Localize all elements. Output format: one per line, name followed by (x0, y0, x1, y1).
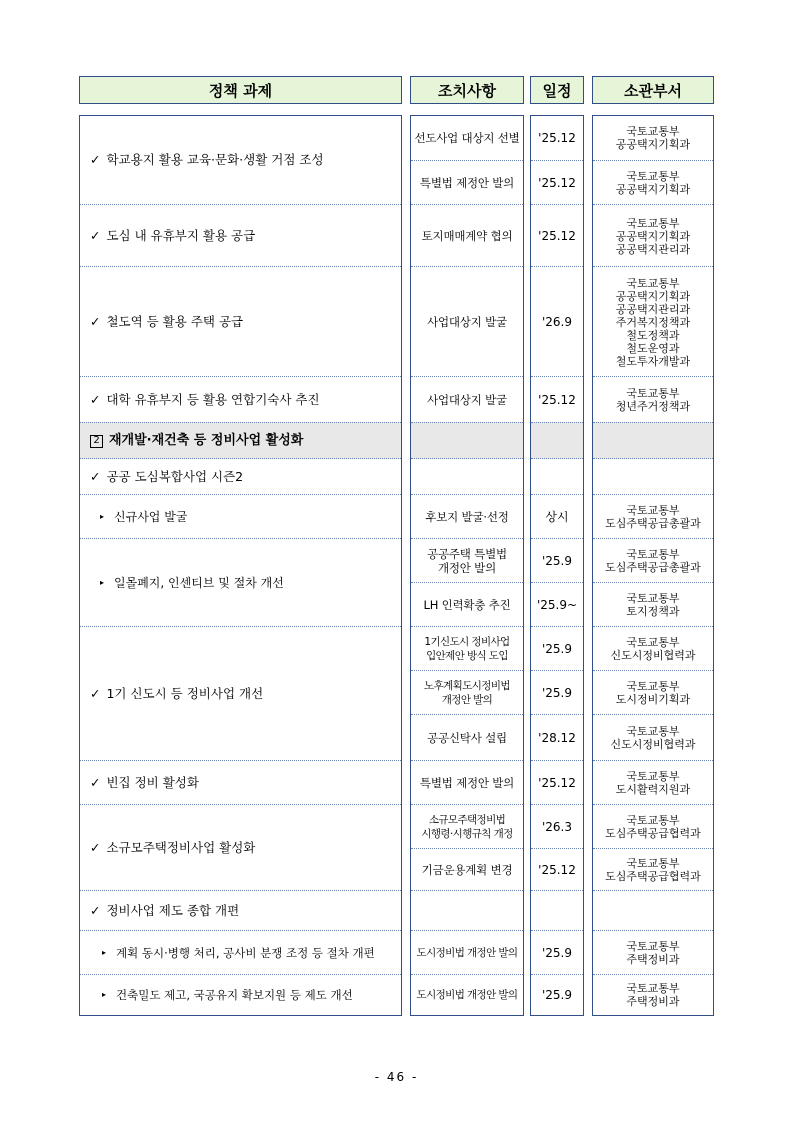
check-icon: ✓ (90, 314, 101, 329)
task-row (80, 458, 401, 495)
schedule-cell: '25.12 (538, 131, 576, 145)
action-row (411, 376, 523, 423)
section-row (411, 422, 523, 459)
action-row (411, 116, 523, 160)
action-row (411, 494, 523, 539)
action-row (411, 974, 523, 1015)
schedule-cell: '25.12 (538, 229, 576, 243)
dept-row (593, 494, 713, 539)
dept-cell: 국토교통부 주택정비과 (626, 940, 680, 966)
schedule-row (531, 116, 583, 160)
task-row (80, 116, 401, 204)
dept-row (593, 160, 713, 205)
action-cell: 1기신도시 정비사업 입안제안 방식 도입 (424, 636, 510, 662)
schedule-row (531, 760, 583, 805)
action-row (411, 670, 523, 715)
header-schedule-label: 일정 (542, 81, 572, 100)
task-row (80, 376, 401, 423)
action-cell: 공공신탁사 설립 (427, 731, 507, 745)
dept-cell: 국토교통부 신도시정비협력과 (610, 636, 696, 662)
task-label: 철도역 등 활용 주택 공급 (106, 314, 244, 329)
schedule-row (531, 494, 583, 539)
schedule-row (531, 376, 583, 423)
action-cell: 공공주택 특별법 개정안 발의 (427, 547, 507, 575)
dept-row (593, 760, 713, 805)
action-row (411, 266, 523, 377)
schedule-cell: '25.12 (538, 776, 576, 790)
check-icon: ✓ (90, 469, 101, 484)
dept-row (593, 582, 713, 627)
triangle-icon: ▸ (100, 578, 105, 587)
dept-row (593, 266, 713, 377)
subtask-cell (80, 539, 401, 627)
schedule-row (531, 974, 583, 1015)
action-cell: 토지매매계약 협의 (421, 229, 513, 243)
schedule-cell: '25.9 (541, 946, 573, 960)
action-cell: 선도사업 대상지 선별 (414, 131, 520, 145)
dept-cell: 국토교통부 공공택지기획과 (615, 125, 691, 151)
task-cell (80, 805, 401, 891)
schedule-row (531, 670, 583, 715)
dept-cell: 국토교통부 청년주거정책과 (615, 387, 691, 413)
schedule-cell: '26.9 (541, 315, 573, 329)
header-task-label: 정책 과제 (208, 81, 273, 100)
subtask-row (80, 494, 401, 539)
dept-row (593, 930, 713, 975)
task-row (80, 804, 401, 891)
task-label: 정비사업 제도 종합 개편 (106, 903, 240, 918)
column-depts (592, 115, 714, 1016)
page-number: - 46 - (374, 1070, 419, 1084)
schedule-row (531, 626, 583, 671)
task-row (80, 760, 401, 805)
action-row (411, 714, 523, 761)
triangle-icon: ▸ (100, 512, 105, 521)
dept-cell: 국토교통부 공공택지기획과 공공택지관리과 주거복지정책과 철도정책과 철도운영과 철도투자개발과 (615, 276, 691, 368)
dept-cell: 국토교통부 도시활력지원과 (615, 770, 691, 796)
action-cell: 소규모주택정비법 시행령·시행규칙 개정 (421, 814, 513, 840)
subtask-row (80, 538, 401, 627)
action-cell: 사업대상지 발굴 (427, 393, 507, 407)
schedule-cell: '25.9~ (536, 598, 578, 612)
dept-row (593, 974, 713, 1015)
section-title: 재개발·재건축 등 정비사업 활성화 (109, 433, 304, 448)
dept-row (593, 804, 713, 849)
column-actions (410, 115, 524, 1016)
dept-cell: 국토교통부 신도시정비협력과 (610, 725, 696, 751)
task-label: 공공 도심복합사업 시즌2 (106, 469, 244, 484)
schedule-row (531, 848, 583, 891)
dept-cell: 국토교통부 도심주택공급협력과 (605, 814, 701, 840)
action-cell: 노후계획도시정비법 개정안 발의 (424, 680, 510, 706)
task-label: 도심 내 유휴부지 활용 공급 (106, 228, 256, 243)
schedule-cell: '25.9 (541, 642, 573, 656)
schedule-row (531, 930, 583, 975)
schedule-row (531, 266, 583, 377)
subtask-cell (80, 931, 401, 975)
action-row (411, 458, 523, 495)
action-cell: 사업대상지 발굴 (427, 315, 507, 329)
action-row (411, 848, 523, 891)
column-schedule (530, 115, 584, 1016)
action-row (411, 760, 523, 805)
dept-cell: 국토교통부 도심주택공급협력과 (605, 857, 701, 883)
column-tasks (79, 115, 402, 1016)
action-cell: 특별법 제정안 발의 (419, 176, 515, 190)
action-cell: 후보지 발굴·선정 (425, 510, 509, 524)
schedule-row (531, 538, 583, 583)
action-cell: 도시정비법 개정안 발의 (416, 947, 518, 959)
header-action (410, 76, 524, 104)
task-label: 대학 유휴부지 등 활용 연합기숙사 추진 (106, 392, 320, 407)
schedule-row (531, 204, 583, 267)
schedule-row (531, 890, 583, 931)
subtask-label: 계획 동시·병행 처리, 공사비 분쟁 조정 등 절차 개편 (116, 946, 375, 960)
schedule-row (531, 714, 583, 761)
task-label: 학교용지 활용 교육·문화·생활 거점 조성 (106, 152, 324, 167)
subtask-row (80, 974, 401, 1015)
dept-cell: 국토교통부 도심주택공급총괄과 (605, 504, 701, 530)
task-cell (80, 761, 401, 805)
section-row (593, 422, 713, 459)
dept-row (593, 890, 713, 931)
subtask-label: 건축밀도 제고, 국공유지 확보지원 등 제도 개선 (116, 988, 353, 1002)
dept-row (593, 116, 713, 160)
action-row (411, 582, 523, 627)
schedule-cell: '28.12 (538, 731, 576, 745)
action-row (411, 930, 523, 975)
dept-cell: 국토교통부 공공택지기획과 (615, 170, 691, 196)
task-cell (80, 116, 401, 204)
task-row (80, 890, 401, 931)
task-label: 1기 신도시 등 정비사업 개선 (106, 686, 264, 701)
check-icon: ✓ (90, 775, 101, 790)
subtask-cell (80, 975, 401, 1015)
schedule-cell: '26.3 (541, 820, 573, 834)
schedule-row (531, 458, 583, 495)
header-task (79, 76, 402, 104)
action-row (411, 626, 523, 671)
subtask-label: 신규사업 발굴 (114, 510, 188, 524)
dept-row (593, 538, 713, 583)
dept-row (593, 376, 713, 423)
section-row (531, 422, 583, 459)
action-cell: 특별법 제정안 발의 (419, 776, 515, 790)
task-cell (80, 459, 401, 495)
check-icon: ✓ (90, 392, 101, 407)
schedule-cell: '25.12 (538, 863, 576, 877)
action-cell: 도시정비법 개정안 발의 (416, 989, 518, 1001)
subtask-cell (80, 495, 401, 539)
task-label: 소규모주택정비사업 활성화 (106, 840, 256, 855)
dept-cell: 국토교통부 토지정책과 (626, 592, 680, 618)
dept-row (593, 204, 713, 267)
triangle-icon: ▸ (102, 948, 107, 957)
header-dept-label: 소관부서 (624, 81, 682, 100)
task-row (80, 626, 401, 761)
header-dept (592, 76, 714, 104)
schedule-cell: '25.12 (538, 393, 576, 407)
task-cell (80, 891, 401, 931)
task-label: 빈집 정비 활성화 (106, 775, 199, 790)
dept-cell: 국토교통부 도시정비기획과 (615, 680, 691, 706)
section-row (80, 422, 401, 459)
check-icon: ✓ (90, 903, 101, 918)
schedule-cell: 상시 (545, 510, 569, 524)
subtask-label: 일몰폐지, 인센티브 및 절차 개선 (114, 576, 284, 590)
task-row (80, 266, 401, 377)
task-cell (80, 267, 401, 377)
schedule-cell: '25.12 (538, 176, 576, 190)
subtask-row (80, 930, 401, 975)
dept-row (593, 670, 713, 715)
action-row (411, 890, 523, 931)
dept-row (593, 458, 713, 495)
check-icon: ✓ (90, 152, 101, 167)
dept-cell: 국토교통부 공공택지기획과 공공택지관리과 (615, 216, 691, 256)
header-action-label: 조치사항 (438, 81, 496, 100)
action-row (411, 204, 523, 267)
dept-cell: 국토교통부 주택정비과 (626, 982, 680, 1008)
schedule-row (531, 582, 583, 627)
action-row (411, 538, 523, 583)
dept-cell: 국토교통부 도심주택공급총괄과 (605, 548, 701, 574)
task-cell (80, 627, 401, 761)
task-cell (80, 377, 401, 423)
action-cell: 기금운용계획 변경 (421, 863, 513, 877)
action-cell: LH 인력확충 추진 (423, 598, 511, 612)
task-row (80, 204, 401, 267)
dept-row (593, 626, 713, 671)
schedule-cell: '25.9 (541, 554, 573, 568)
action-row (411, 160, 523, 205)
dept-row (593, 714, 713, 761)
schedule-row (531, 804, 583, 849)
section-cell (80, 423, 401, 459)
header-schedule (530, 76, 584, 104)
task-cell (80, 205, 401, 267)
schedule-cell: '25.9 (541, 988, 573, 1002)
check-icon: ✓ (90, 228, 101, 243)
action-row (411, 804, 523, 849)
schedule-cell: '25.9 (541, 686, 573, 700)
section-number: 2 (90, 435, 103, 448)
triangle-icon: ▸ (102, 990, 107, 999)
check-icon: ✓ (90, 840, 101, 855)
check-icon: ✓ (90, 686, 101, 701)
schedule-row (531, 160, 583, 205)
dept-row (593, 848, 713, 891)
